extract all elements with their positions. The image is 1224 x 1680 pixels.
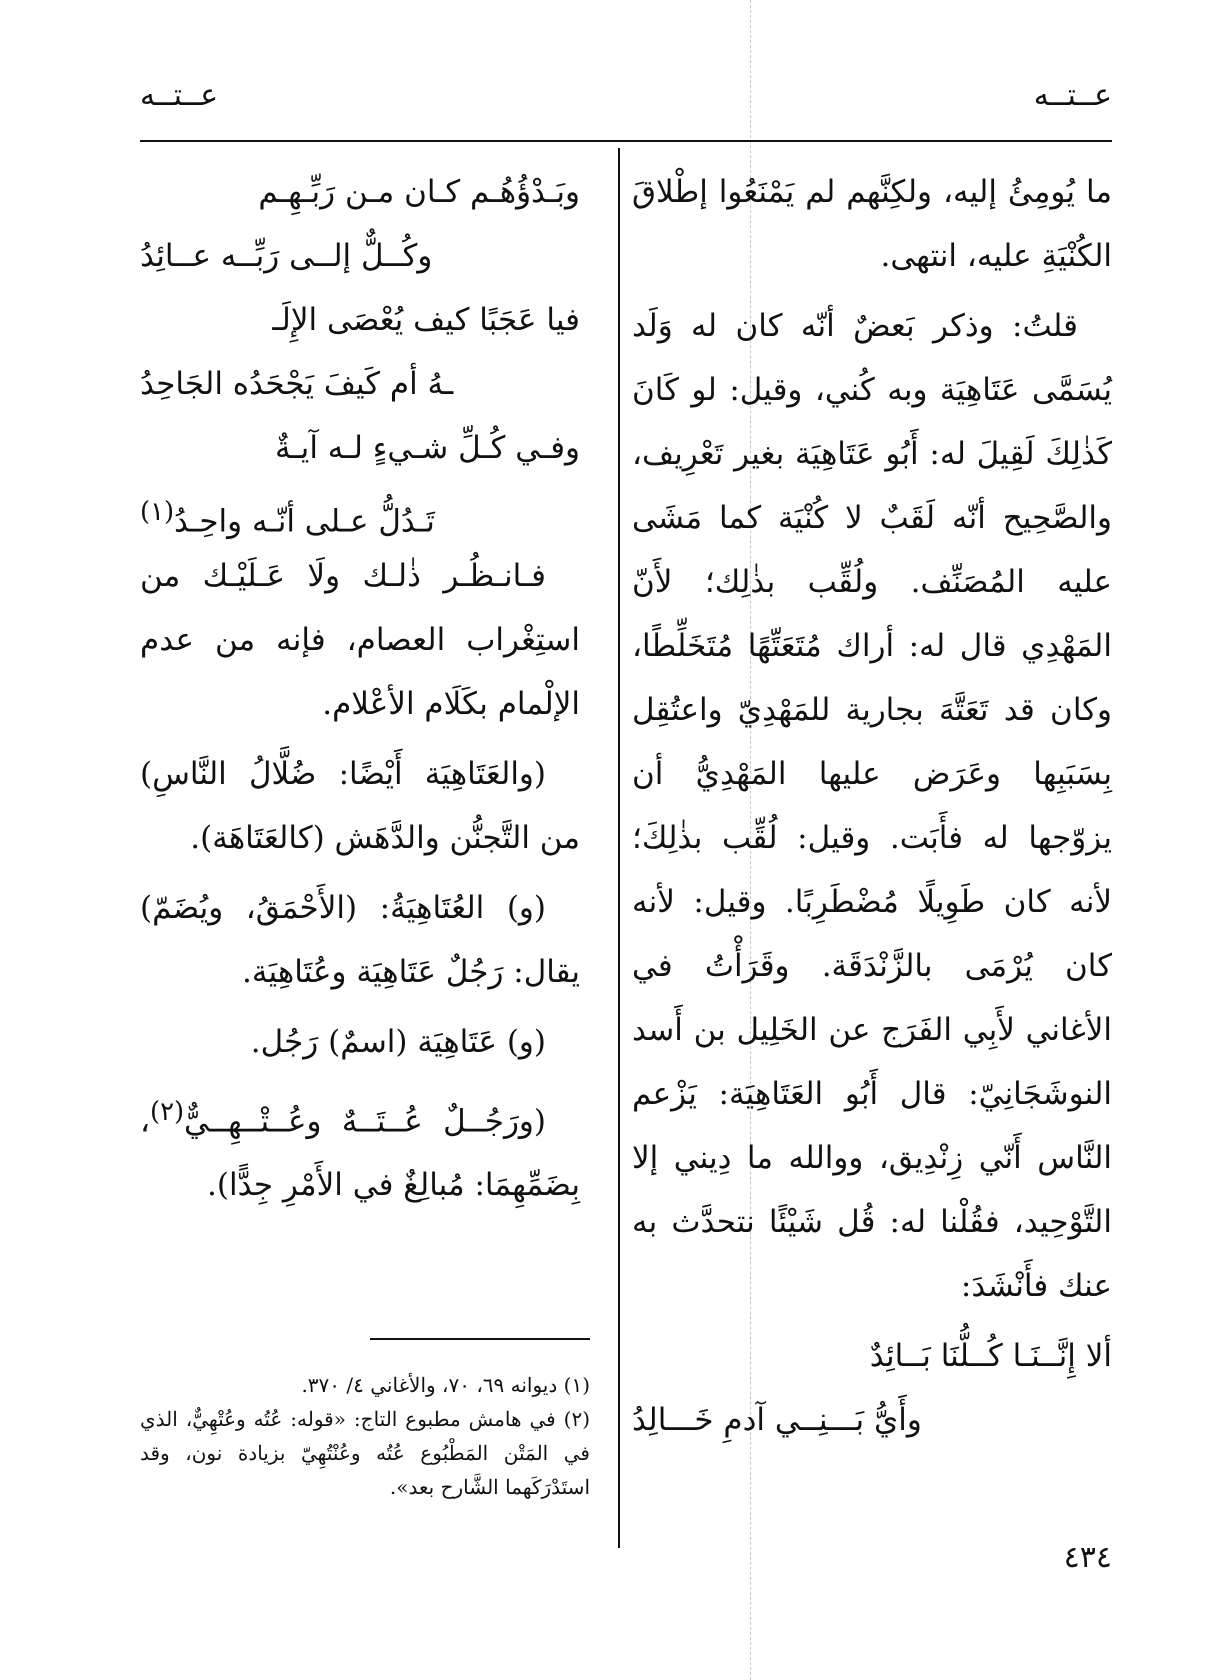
page-number: ٤٣٤ [1063, 1540, 1112, 1575]
footnote-ref-1: (١) [140, 497, 175, 527]
paragraph-continuation: ما يُومِئُ إليه، ولكِنَّهم لم يَمْنَعُوا إطْلاقَ الكُنْيَةِ عليه، انتهى. [632, 174, 1112, 274]
verse-1-first-hemistich: ألا إِنَّــنَـا كُــلُّنَا بَــائِدٌ [869, 1338, 1112, 1374]
column-divider [618, 148, 620, 1548]
paragraph-utaahiya: (و) العُتَاهِيَةُ: (الأَحْمَقُ، ويُضَمّ) يقال: رَجُلٌ عَتَاهِيَة وعُتَاهِيَة. [140, 890, 580, 990]
footnote-rule [370, 1338, 590, 1340]
verse-3-first-hemistich: فيا عَجَبًا كيف يُعْصَى الإِلَـ [272, 302, 580, 338]
verse-4-second-text: تَـدُلُّ عـلى أنّـه واحِـدُ [174, 503, 435, 540]
paragraph-name: (و) عَتَاهِيَة (اسمٌ) رَجُل. [250, 1024, 546, 1060]
paragraph-qultu: قلتُ: وذكر بَعضٌ أنّه كان له وَلَد يُسَمَّى عَتَاهِيَة وبه كُني، وقيل: لو كَانَ كَذٰلِكَ لَقِيلَ له: أَبُو عَتَاهِيَة بغير تَعْرِيف، والصَّحِيح أنّه لَقَبٌ لا كُنْيَة كما مَشَى عليه المُصَنِّف. ولُقِّب بذٰلِك؛ لأَنّ المَهْدِي قال له: أراك مُتَعَتِّهًا مُتَخَلِّطًا، وكان قد تَعَتَّهَ بجارية للمَهْدِيّ واعتُقِل بِسَبَبِها وعَرَض عليها المَهْدِيُّ أن يزوّجها له فأَبَت. وقيل: لُقِّب بذٰلِكَ؛ لأنه كان طَوِيلًا مُضْطَرِبًا. وقيل: لأنه كان يُرْمَى بالزَّنْدَقَة. وقَرَأْتُ في الأغاني لأَبِي الفَرَج عن الخَلِيل بن أَسد النوشَجَانِيّ: قال أَبُو العَتَاهِيَة: يَزْعم النَّاس أَنّي زِنْدِيق، ووالله ما دِيني إلا التَّوْحِيد، فقُلْنا له: قُل شَيْئًا نتحدَّث به عنك فأَنْشَدَ: [632, 308, 1112, 1304]
rajul-rest: ، بِضَمِّهِمَا: مُبالِغٌ في الأَمْرِ جِدًّا). [140, 1103, 580, 1204]
verse-2-first-hemistich: وبَـدْؤُهُـم كـان مـن رَبِّـهِـم [258, 174, 580, 210]
verse-4 [140, 416, 580, 544]
paragraph-ataahiya: (والعَتَاهِيَة أَيْضًا: ضُلَّالُ النَّاسِ) من التَّجنُّن والدَّهَش (كالعَتَاهَة). [140, 756, 580, 856]
running-header-right: عــتــه [1033, 78, 1112, 113]
rajul-text: (ورَجُــلٌ عُــتَــهٌ وعُــتْــهِــيٌّ [184, 1103, 546, 1140]
footnote-2: (٢) في هامش مطبوع التاج: «قوله: عُتُه وعُتْهِيٌّ، الذي في المَتْن المَطْبُوع عُتُه وعُنْتُهِيّ بزيادة نون، وقد استَدْرَكَهما الشَّارح بعد». [140, 1407, 590, 1499]
verse-1 [632, 1324, 1112, 1452]
header-rule [140, 140, 1112, 142]
left-column [140, 160, 580, 1223]
verse-3 [140, 288, 580, 416]
footnote-1: (١) ديوانه ٦٩، ٧٠، والأغاني ٤/ ٣٧٠. [301, 1373, 590, 1397]
footnote-ref-2: (٢) [150, 1097, 185, 1127]
verse-3-second-hemistich: ـهُ أم كَيفَ يَجْحَدُه الجَاحِدُ [140, 366, 454, 402]
right-column [632, 160, 1112, 1452]
verse-2-second-hemistich: وكُــلٌّ إلــى رَبِّــه عــائِدُ [140, 238, 433, 274]
paragraph-fanzur: فـانـظُـر ذٰلـك ولَا عَـلَيْـك من استِغْراب العصام، فإنه من عدم الإلْمام بكَلَام الأعْلام. [140, 558, 580, 722]
verse-1-second-hemistich: وأَيُّ بَـــنِــي آدمِ خَـــالِدُ [632, 1402, 922, 1438]
footnotes [140, 1368, 590, 1504]
paragraph-rajul [140, 1080, 580, 1217]
running-header-left: عــتــه [140, 78, 219, 113]
verse-4-first-hemistich: وفـي كُـلِّ شـيءٍ لـه آيـةٌ [274, 430, 580, 466]
verse-2 [140, 160, 580, 288]
verse-4-second-hemistich [140, 480, 580, 544]
